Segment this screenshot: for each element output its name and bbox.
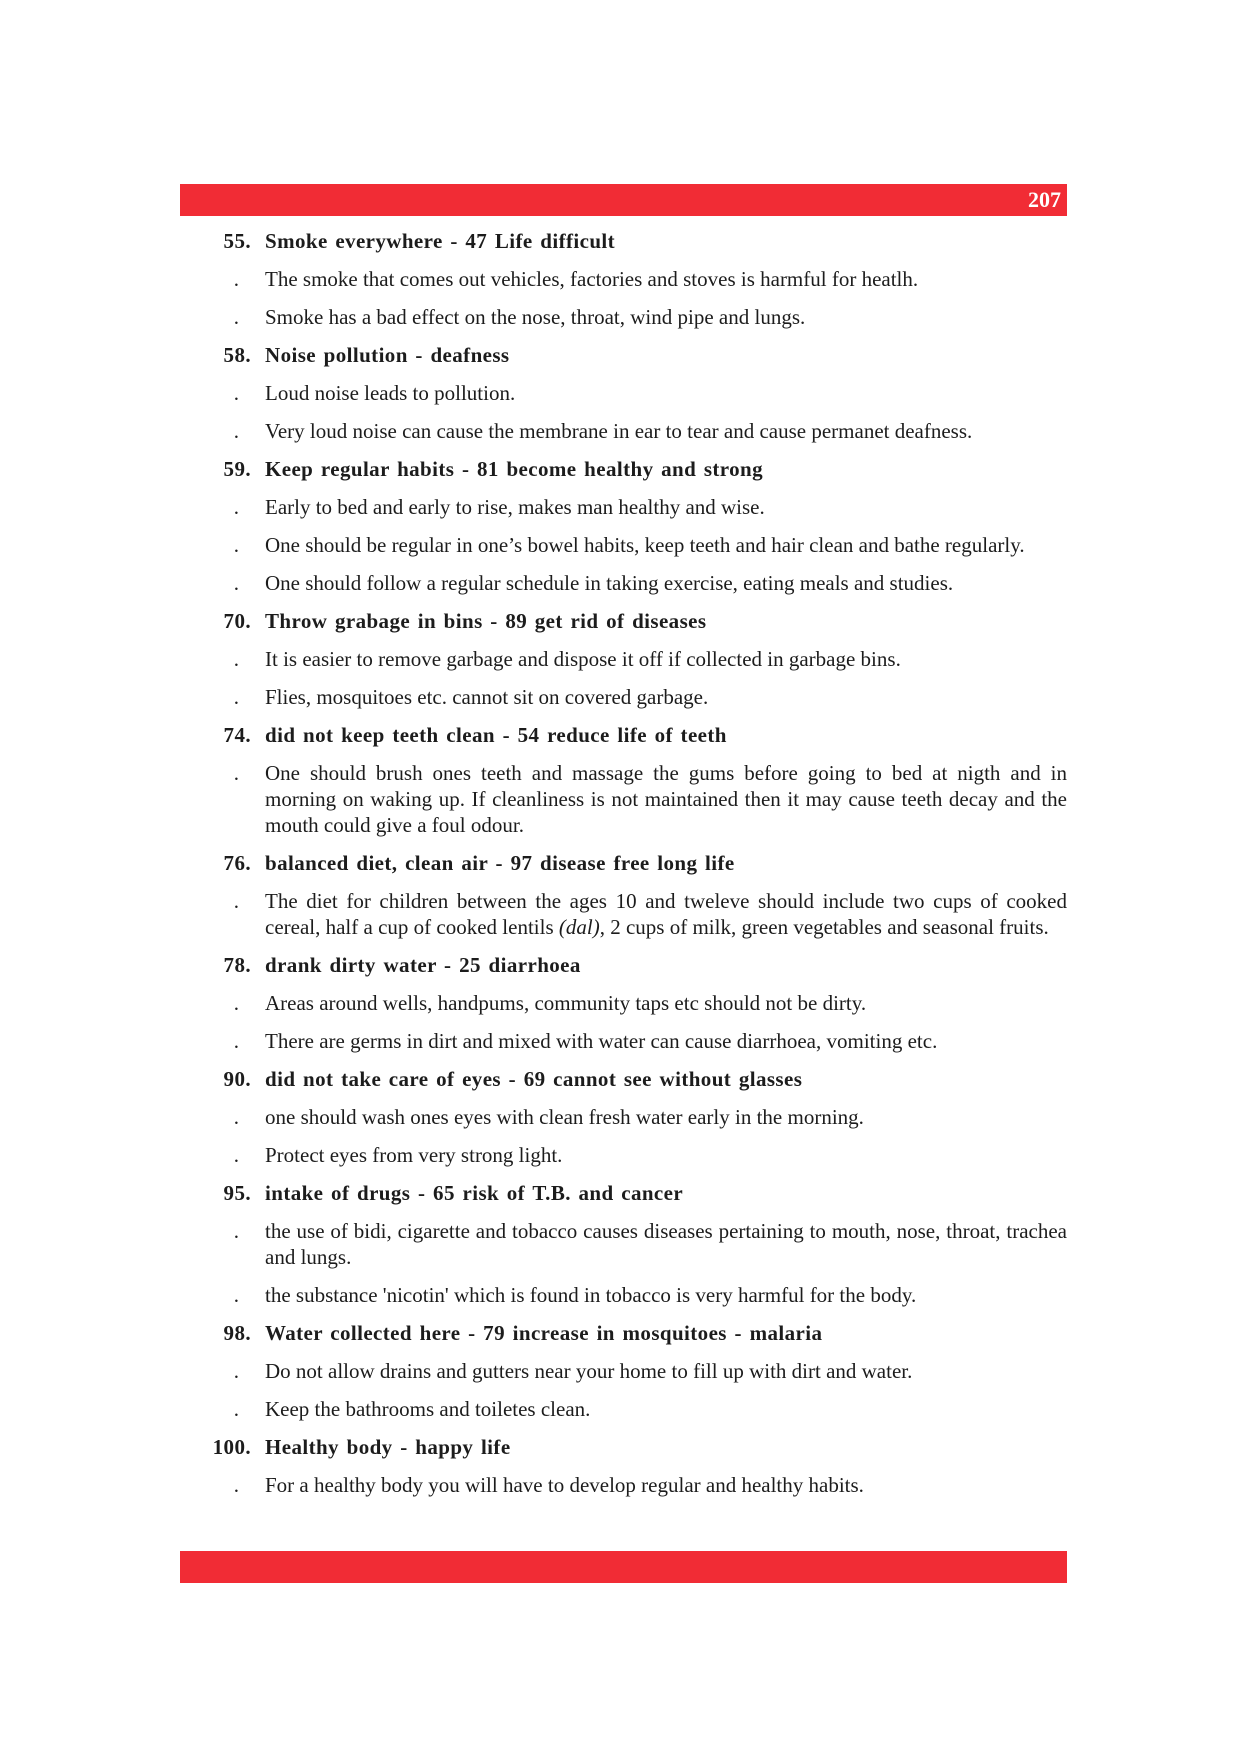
bullet-dot: . bbox=[233, 1359, 239, 1383]
bullet-dot: . bbox=[233, 1105, 239, 1129]
bullet-text: Protect eyes from very strong light. bbox=[265, 1143, 563, 1167]
section bbox=[180, 1434, 1067, 1498]
bullet-dot: . bbox=[233, 1219, 239, 1243]
section-title: did not take care of eyes - 69 cannot see without glasses bbox=[265, 1067, 803, 1091]
bullet-point bbox=[180, 1358, 1067, 1384]
section-number: 100. bbox=[212, 1435, 251, 1459]
section-heading bbox=[180, 722, 1067, 748]
bullet-point bbox=[180, 418, 1067, 444]
bullet-point bbox=[180, 1104, 1067, 1130]
bullet-text: the use of bidi, cigarette and tobacco causes diseases pertaining to mouth, nose, throat, trachea and lungs. bbox=[265, 1219, 1067, 1269]
section-title: Keep regular habits - 81 become healthy and strong bbox=[265, 457, 764, 481]
section-heading bbox=[180, 608, 1067, 634]
bullet-point bbox=[180, 1028, 1067, 1054]
bullet-dot: . bbox=[233, 685, 239, 709]
section-number: 59. bbox=[223, 457, 251, 481]
section-title: Water collected here - 79 increase in mosquitoes - malaria bbox=[265, 1321, 823, 1345]
bullet-point bbox=[180, 1142, 1067, 1168]
section-heading bbox=[180, 1180, 1067, 1206]
bullet-dot: . bbox=[233, 647, 239, 671]
footer-bar bbox=[180, 1551, 1067, 1583]
bullet-point bbox=[180, 1472, 1067, 1498]
bullet-point bbox=[180, 570, 1067, 596]
bullet-text: Keep the bathrooms and toiletes clean. bbox=[265, 1397, 591, 1421]
bullet-text: One should brush ones teeth and massage the gums before going to bed at nigth and in morning on waking up. If cleanliness is not maintained then it may cause teeth decay and the mouth could give a foul odour. bbox=[265, 761, 1067, 837]
bullet-dot: . bbox=[233, 1473, 239, 1497]
bullet-text: It is easier to remove garbage and dispose it off if collected in garbage bins. bbox=[265, 647, 901, 671]
bullet-dot: . bbox=[233, 267, 239, 291]
section-number: 74. bbox=[223, 723, 251, 747]
bullet-point bbox=[180, 888, 1067, 940]
bullet-dot: . bbox=[233, 1029, 239, 1053]
bullet-point bbox=[180, 684, 1067, 710]
section-number: 95. bbox=[223, 1181, 251, 1205]
section-number: 58. bbox=[223, 343, 251, 367]
bullet-dot: . bbox=[233, 419, 239, 443]
section bbox=[180, 228, 1067, 330]
bullet-point bbox=[180, 1396, 1067, 1422]
section-number: 70. bbox=[223, 609, 251, 633]
section-number: 76. bbox=[223, 851, 251, 875]
bullet-dot: . bbox=[233, 1397, 239, 1421]
section-number: 78. bbox=[223, 953, 251, 977]
bullet-text: The diet for children between the ages 10 and tweleve should include two cups of cooked cereal, half a cup of cooked lentils (dal), 2 cups of milk, green vegetables and seasonal fruits. bbox=[265, 889, 1067, 939]
bullet-point bbox=[180, 494, 1067, 520]
section bbox=[180, 952, 1067, 1054]
section-heading bbox=[180, 1320, 1067, 1346]
bullet-text: one should wash ones eyes with clean fresh water early in the morning. bbox=[265, 1105, 864, 1129]
bullet-text: Loud noise leads to pollution. bbox=[265, 381, 516, 405]
section-title: Smoke everywhere - 47 Life difficult bbox=[265, 229, 616, 253]
bullet-dot: . bbox=[233, 761, 239, 785]
section bbox=[180, 1066, 1067, 1168]
bullet-point bbox=[180, 266, 1067, 292]
bullet-text: For a healthy body you will have to develop regular and healthy habits. bbox=[265, 1473, 864, 1497]
section bbox=[180, 608, 1067, 710]
section-title: balanced diet, clean air - 97 disease free long life bbox=[265, 851, 735, 875]
section bbox=[180, 1180, 1067, 1308]
section-heading bbox=[180, 342, 1067, 368]
section-heading bbox=[180, 456, 1067, 482]
bullet-text: One should follow a regular schedule in taking exercise, eating meals and studies. bbox=[265, 571, 954, 595]
section bbox=[180, 722, 1067, 838]
section-title: Noise pollution - deafness bbox=[265, 343, 510, 367]
page-content bbox=[180, 228, 1067, 1510]
bullet-text: the substance 'nicotin' which is found in tobacco is very harmful for the body. bbox=[265, 1283, 917, 1307]
bullet-text: One should be regular in one’s bowel habits, keep teeth and hair clean and bathe regularly. bbox=[265, 533, 1025, 557]
bullet-dot: . bbox=[233, 495, 239, 519]
bullet-point bbox=[180, 304, 1067, 330]
bullet-dot: . bbox=[233, 991, 239, 1015]
bullet-dot: . bbox=[233, 889, 239, 913]
section bbox=[180, 456, 1067, 596]
section-heading bbox=[180, 228, 1067, 254]
bullet-point bbox=[180, 380, 1067, 406]
section bbox=[180, 342, 1067, 444]
section-number: 90. bbox=[223, 1067, 251, 1091]
section-heading bbox=[180, 952, 1067, 978]
page-number: 207 bbox=[1028, 187, 1061, 212]
section-heading bbox=[180, 1066, 1067, 1092]
header-bar bbox=[180, 184, 1067, 216]
bullet-point bbox=[180, 1218, 1067, 1270]
bullet-text: Very loud noise can cause the membrane in ear to tear and cause permanet deafness. bbox=[265, 419, 973, 443]
section-number: 98. bbox=[223, 1321, 251, 1345]
bullet-dot: . bbox=[233, 533, 239, 557]
section-title: drank dirty water - 25 diarrhoea bbox=[265, 953, 581, 977]
bullet-dot: . bbox=[233, 1143, 239, 1167]
section-number: 55. bbox=[223, 229, 251, 253]
bullet-point bbox=[180, 760, 1067, 838]
bullet-text: There are germs in dirt and mixed with water can cause diarrhoea, vomiting etc. bbox=[265, 1029, 938, 1053]
section-title: Throw grabage in bins - 89 get rid of diseases bbox=[265, 609, 707, 633]
section-heading bbox=[180, 1434, 1067, 1460]
bullet-text: Early to bed and early to rise, makes man healthy and wise. bbox=[265, 495, 765, 519]
bullet-text: Do not allow drains and gutters near your home to fill up with dirt and water. bbox=[265, 1359, 913, 1383]
bullet-point bbox=[180, 532, 1067, 558]
bullet-text: Flies, mosquitoes etc. cannot sit on covered garbage. bbox=[265, 685, 709, 709]
bullet-text: The smoke that comes out vehicles, factories and stoves is harmful for heatlh. bbox=[265, 267, 919, 291]
bullet-point bbox=[180, 646, 1067, 672]
bullet-dot: . bbox=[233, 305, 239, 329]
section-heading bbox=[180, 850, 1067, 876]
bullet-point bbox=[180, 1282, 1067, 1308]
section bbox=[180, 850, 1067, 940]
bullet-text: Areas around wells, handpums, community taps etc should not be dirty. bbox=[265, 991, 867, 1015]
bullet-dot: . bbox=[233, 1283, 239, 1307]
section-title: did not keep teeth clean - 54 reduce life of teeth bbox=[265, 723, 727, 747]
section bbox=[180, 1320, 1067, 1422]
bullet-point bbox=[180, 990, 1067, 1016]
bullet-dot: . bbox=[233, 381, 239, 405]
section-title: Healthy body - happy life bbox=[265, 1435, 511, 1459]
bullet-dot: . bbox=[233, 571, 239, 595]
bullet-text: Smoke has a bad effect on the nose, throat, wind pipe and lungs. bbox=[265, 305, 806, 329]
section-title: intake of drugs - 65 risk of T.B. and cancer bbox=[265, 1181, 684, 1205]
